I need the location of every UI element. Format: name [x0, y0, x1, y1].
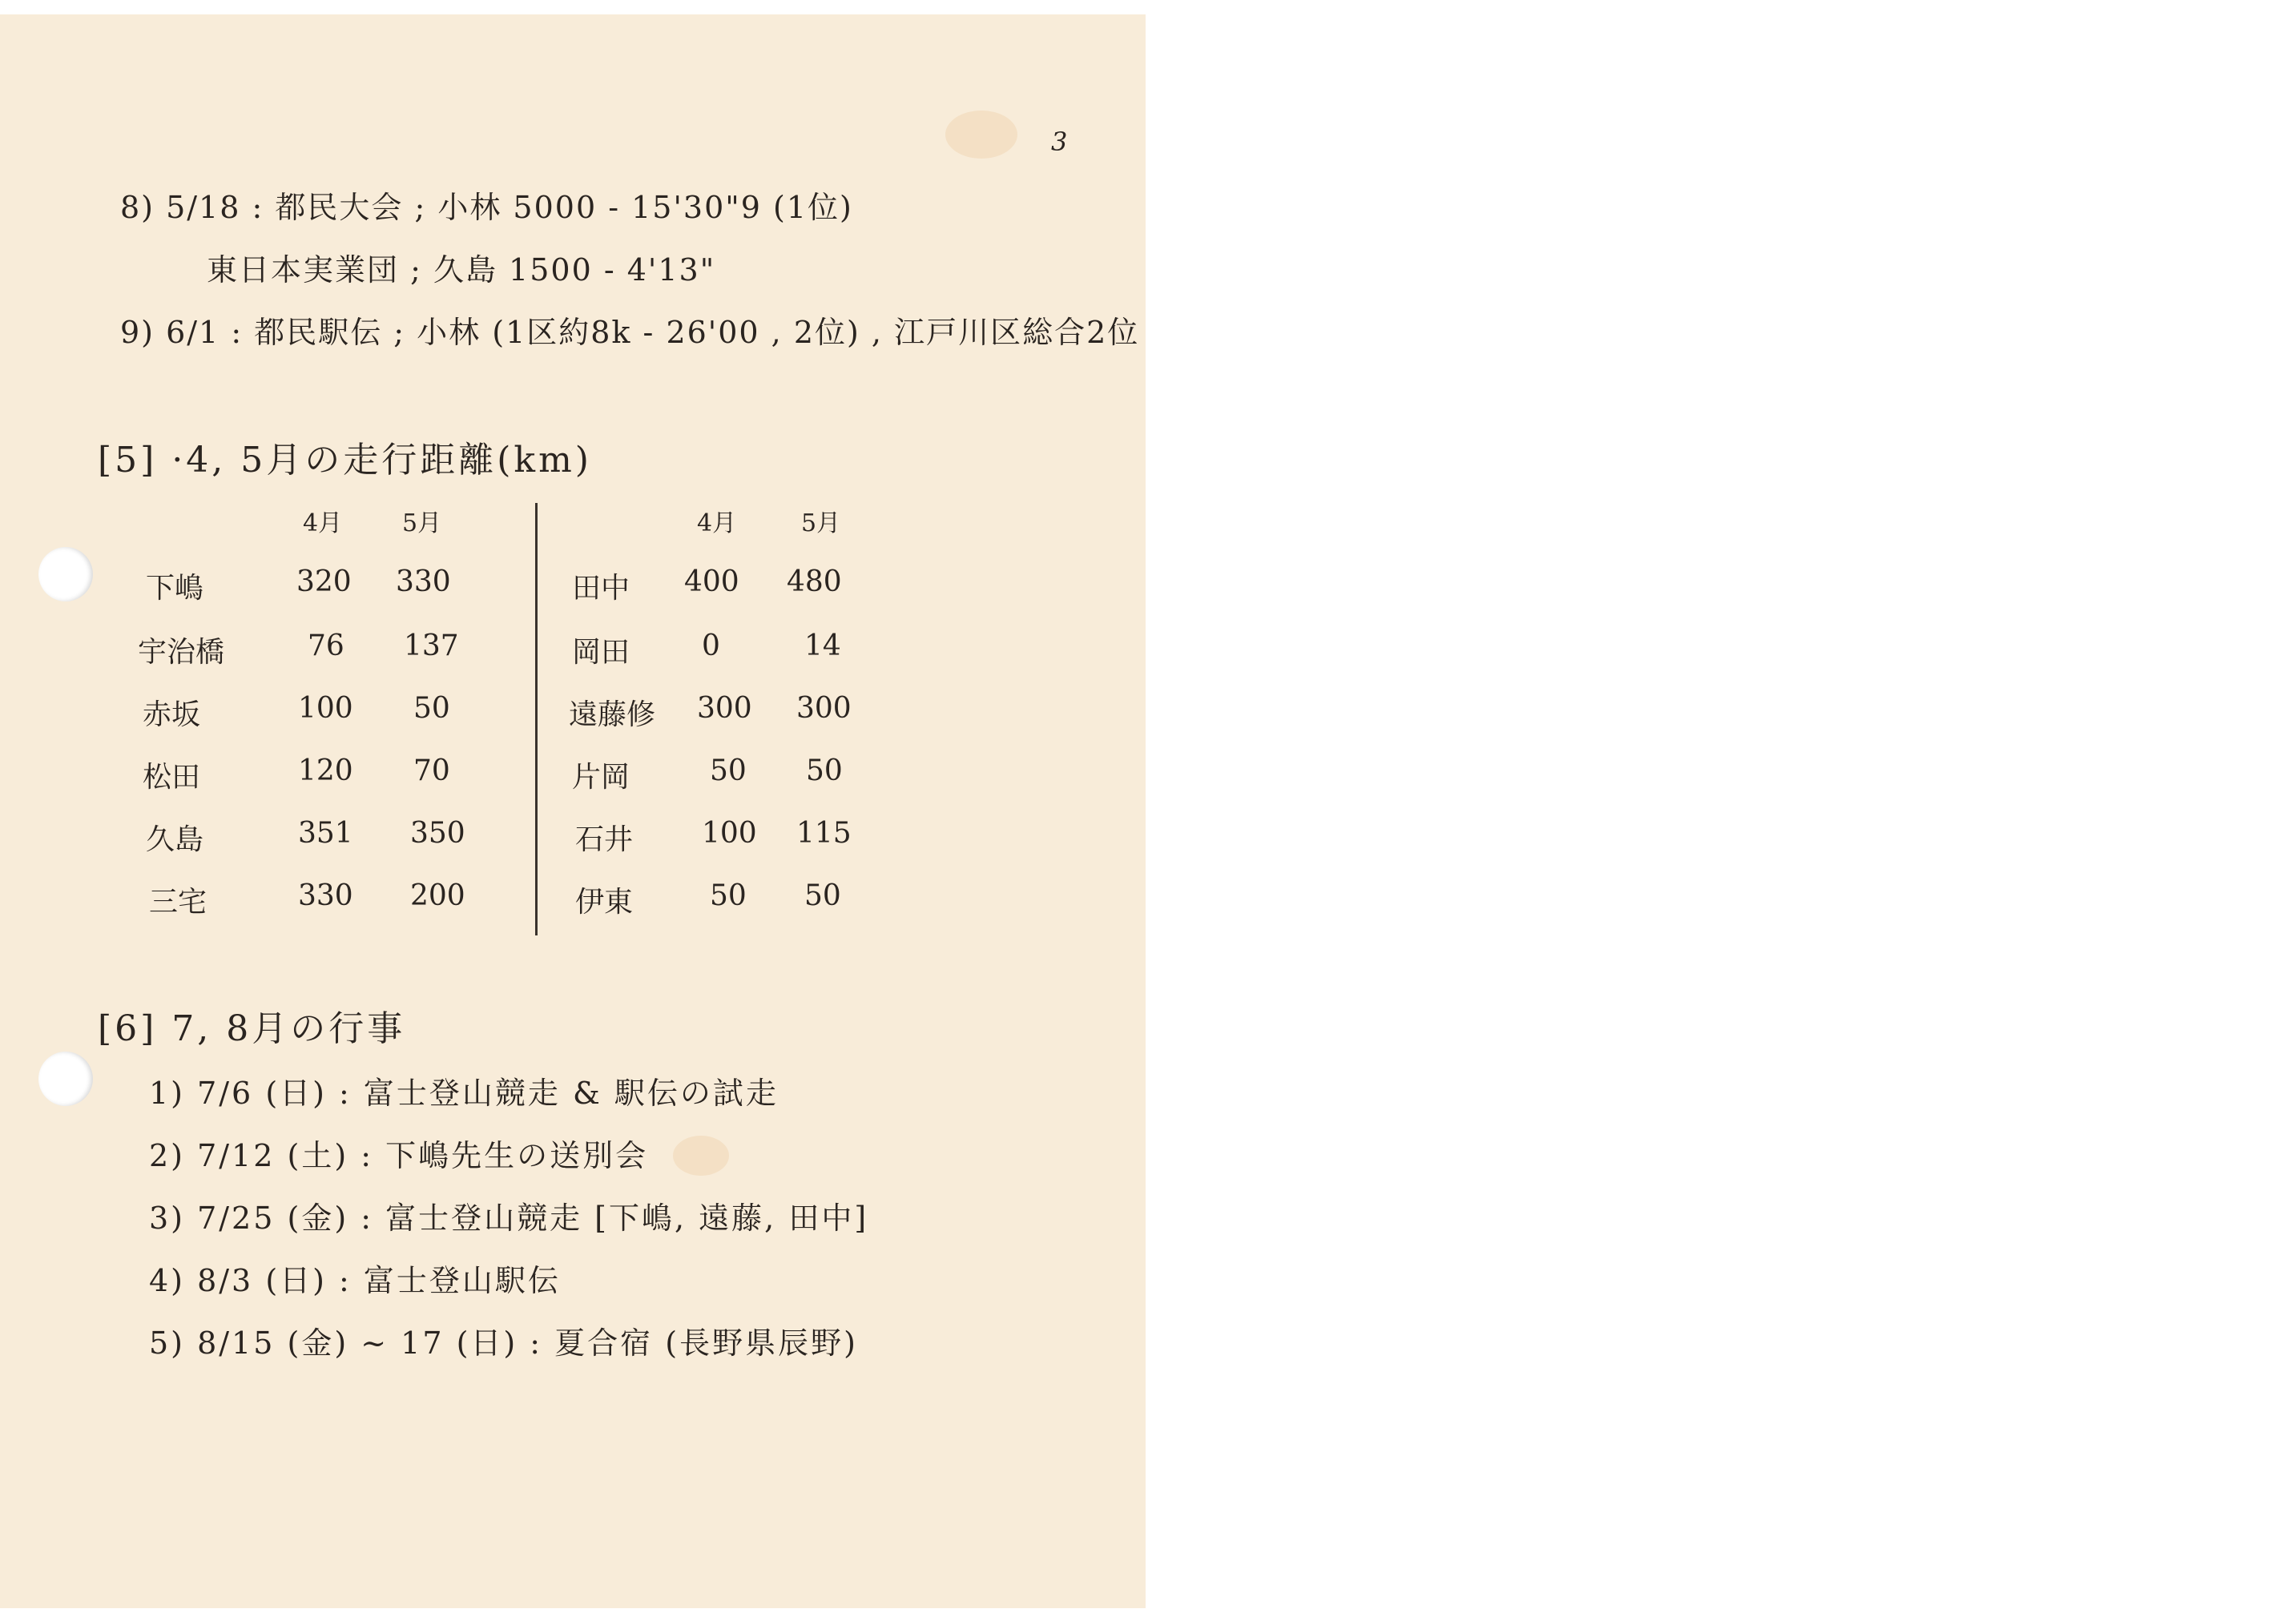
distance-april: 120: [298, 754, 353, 787]
distance-may: 70: [413, 754, 450, 787]
distance-may: 50: [806, 754, 843, 787]
runner-name: 岡田: [572, 636, 630, 669]
runner-name: 宇治橋: [138, 636, 225, 669]
distance-may: 300: [796, 692, 852, 725]
distance-may: 14: [804, 629, 841, 662]
distance-may: 50: [804, 879, 841, 912]
runner-name: 田中: [572, 572, 630, 605]
distance-may: 115: [796, 817, 852, 850]
section-title-distance: [5] ·4, 5月の走行距離(km): [98, 440, 592, 481]
distance-april: 400: [684, 565, 739, 598]
event-item: 5) 8/15 (金) ~ 17 (日) : 夏合宿 (長野県辰野): [149, 1325, 858, 1361]
runner-name: 片岡: [572, 761, 630, 794]
runner-name: 下嶋: [146, 572, 204, 605]
distance-april: 50: [710, 879, 747, 912]
distance-may: 137: [404, 629, 459, 662]
paper-stain: [945, 111, 1017, 159]
distance-april: 0: [702, 629, 720, 662]
punch-hole: [38, 547, 93, 601]
column-header-april: 4月: [697, 509, 737, 537]
section-title-events: [6] 7, 8月の行事: [98, 1008, 406, 1049]
event-item: 2) 7/12 (土) : 下嶋先生の送別会: [149, 1138, 649, 1173]
table-divider: [535, 503, 538, 935]
distance-may: 50: [413, 692, 450, 725]
event-item: 1) 7/6 (日) : 富士登山競走 & 駅伝の試走: [149, 1076, 779, 1111]
distance-april: 320: [296, 565, 352, 598]
runner-name: 赤坂: [143, 698, 201, 731]
distance-may: 480: [787, 565, 842, 598]
result-line: 東日本実業団 ; 久島 1500 - 4'13": [207, 252, 716, 288]
distance-april: 351: [298, 817, 353, 850]
paper-stain: [673, 1136, 729, 1176]
event-item: 4) 8/3 (日) : 富士登山駅伝: [149, 1263, 561, 1298]
runner-name: 石井: [575, 823, 634, 856]
runner-name: 松田: [143, 761, 201, 794]
distance-may: 200: [410, 879, 465, 912]
result-line: 9) 6/1 : 都民駅伝 ; 小林 (1区約8k - 26'00 , 2位) , 江戸川区総合2位: [120, 315, 1140, 350]
result-line: 8) 5/18 : 都民大会 ; 小林 5000 - 15'30"9 (1位): [120, 190, 853, 225]
column-header-may: 5月: [402, 509, 442, 537]
paper-sheet: [0, 14, 1146, 1608]
column-header-may: 5月: [801, 509, 841, 537]
punch-hole: [38, 1052, 93, 1106]
runner-name: 三宅: [149, 886, 207, 919]
distance-april: 330: [298, 879, 353, 912]
event-item: 3) 7/25 (金) : 富士登山競走 [下嶋, 遠藤, 田中]: [149, 1201, 869, 1236]
distance-may: 330: [396, 565, 451, 598]
distance-april: 300: [697, 692, 752, 725]
runner-name: 遠藤修: [569, 698, 656, 731]
distance-april: 100: [702, 817, 757, 850]
distance-april: 100: [298, 692, 353, 725]
runner-name: 伊東: [575, 886, 634, 919]
distance-april: 50: [710, 754, 747, 787]
distance-may: 350: [410, 817, 465, 850]
column-header-april: 4月: [303, 509, 343, 537]
page-number: 3: [1051, 127, 1068, 157]
distance-april: 76: [308, 629, 344, 662]
runner-name: 久島: [146, 823, 204, 856]
